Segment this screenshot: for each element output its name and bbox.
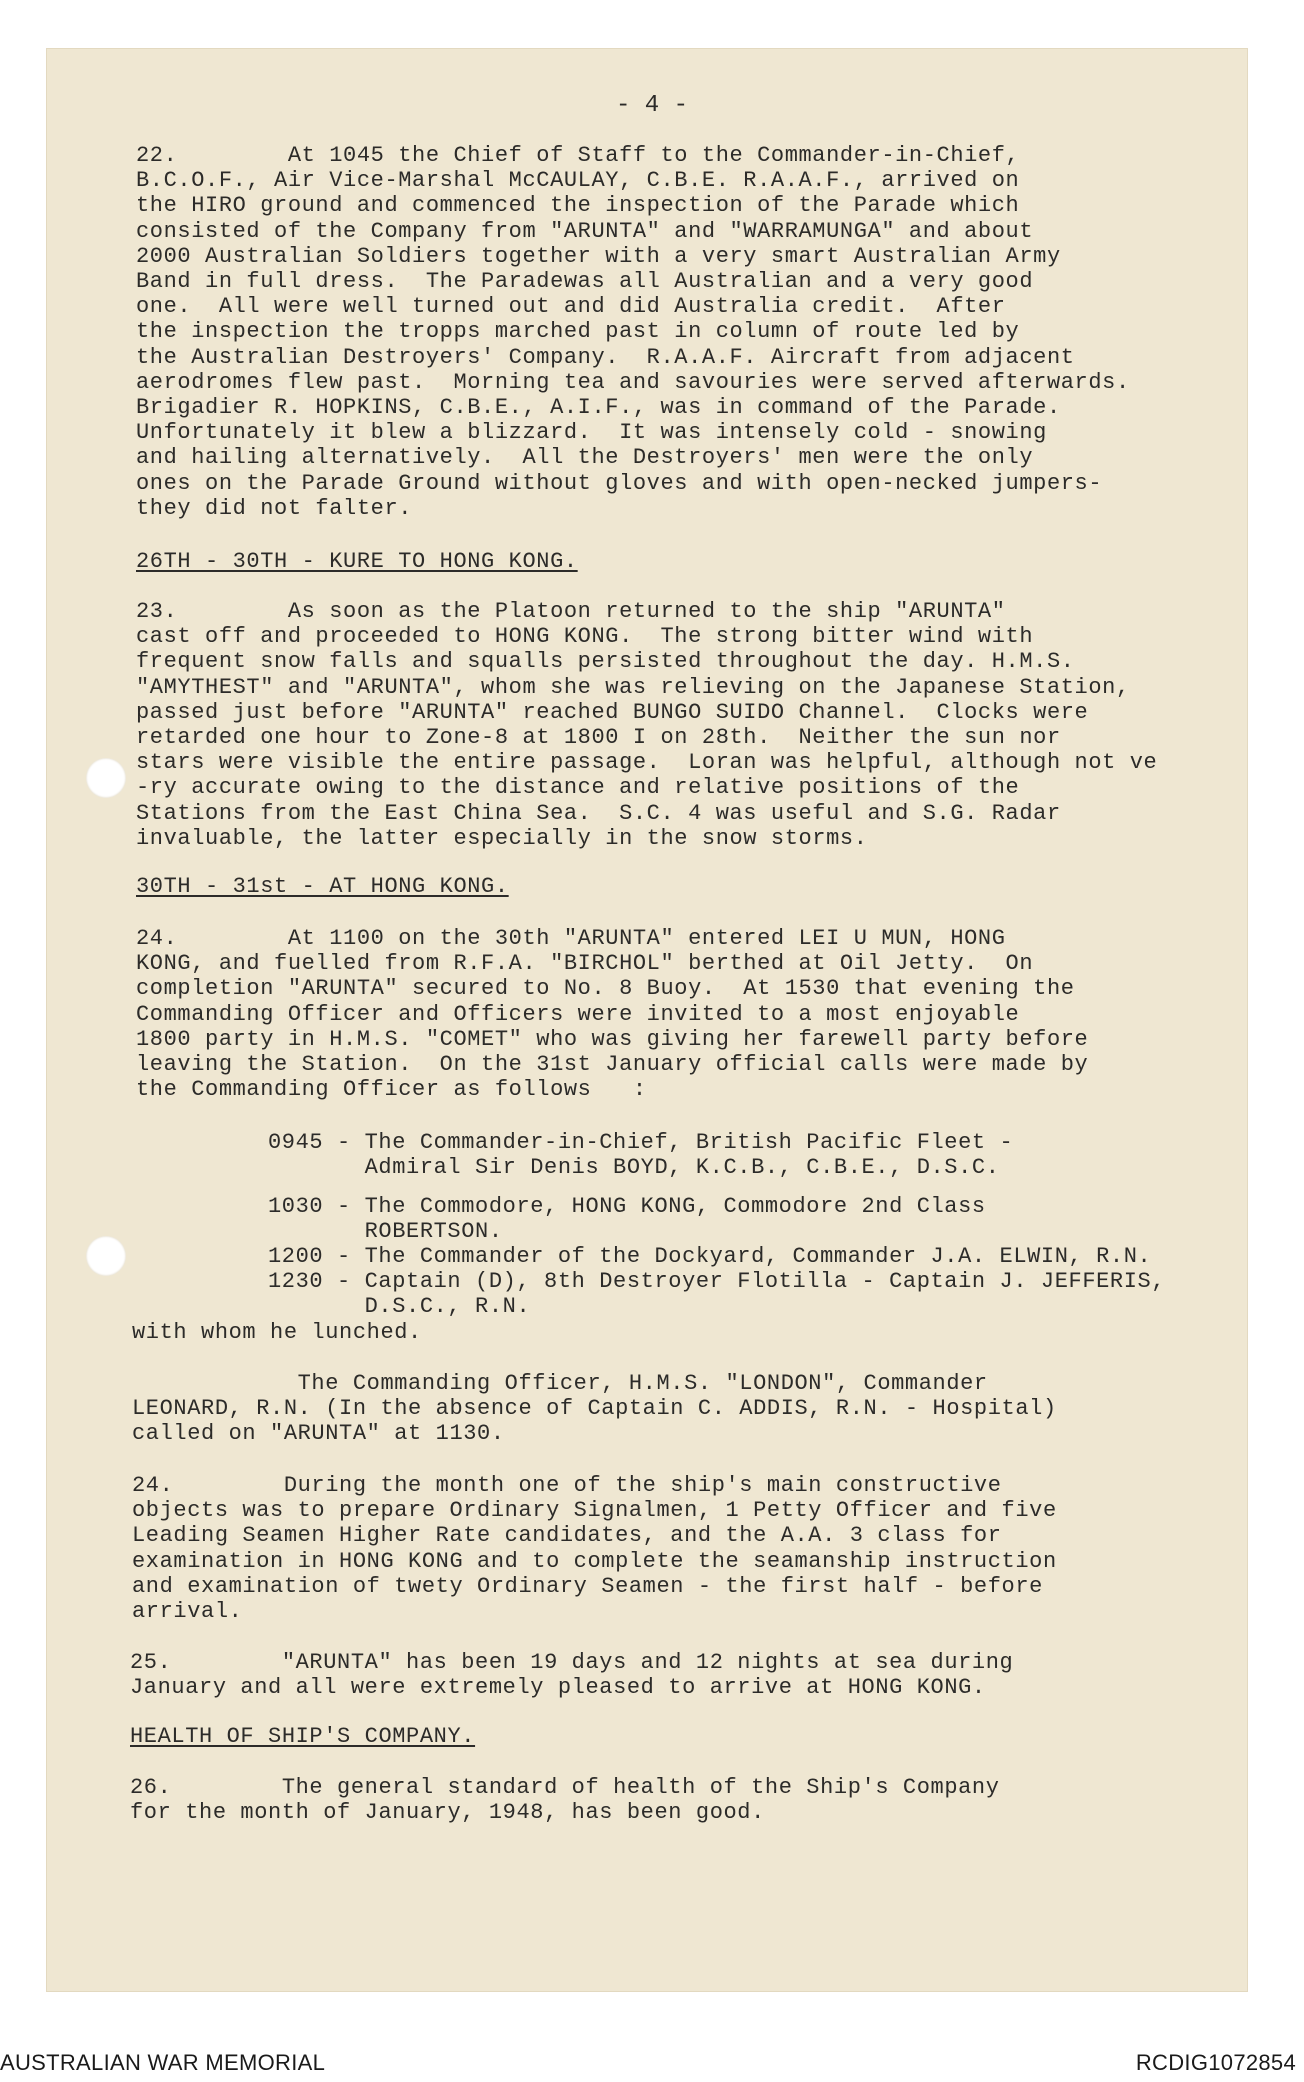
footer-archive-name: AUSTRALIAN WAR MEMORIAL [0,2050,326,2075]
page-number: - 4 - [615,92,688,119]
paragraph-23: 23. As soon as the Platoon returned to the ship "ARUNTA" cast off and proceeded to HONG KONG. The strong bitter wind with frequent snow falls and squalls persisted throughout the day. H.M.S. "AMYTHEST" and "ARUNTA", whom she was relieving on the Japanese Station, passed just before "ARUNTA" reached BUNGO SUIDO Channel. Clocks were retarded one hour to Zone-8 at 1800 I on 28th. Neither the sun nor stars were visible the entire passage. Loran was helpful, although not ve -ry accurate owing to the distance and relative positions of the Stations from the East China Sea. S.C. 4 was useful and S.G. Radar invaluable, the latter especially in the snow storms. [136,599,1158,851]
punch-hole-bottom [86,1236,126,1276]
punch-hole-top [86,758,126,798]
official-call-1030: 1030 - The Commodore, HONG KONG, Commodore 2nd Class ROBERTSON. [268,1194,986,1245]
heading-health: HEALTH OF SHIP'S COMPANY. [130,1724,476,1749]
paragraph-24-training: 24. During the month one of the ship's main constructive objects was to prepare Ordinary Signalmen, 1 Petty Officer and five Leading Seamen Higher Rate candidates, and the A.A. 3 class for examination in HONG KONG and to complete the seamanship instruction and examination of twety Ordinary Seamen - the first half - before arrival. [132,1473,1057,1625]
paragraph-22: 22. At 1045 the Chief of Staff to the Commander-in-Chief, B.C.O.F., Air Vice-Marshal McCAULAY, C.B.E. R.A.A.F., arrived on the HIRO ground and commenced the inspection of the Parade which consisted of the Company from "ARUNTA" and "WARRAMUNGA" and about 2000 Australian Soldiers together with a very smart Australian Army Band in full dress. The Paradewas all Australian and a very good one. All were well turned out and did Australia credit. After the inspection the tropps marched past in column of route led by the Australian Destroyers' Company. R.A.A.F. Aircraft from adjacent aerodromes flew past. Morning tea and savouries were served afterwards. Brigadier R. HOPKINS, C.B.E., A.I.F., was in command of the Parade. Unfortunately it blew a blizzard. It was intensely cold - snowing and hailing alternatively. All the Destroyers' men were the only ones on the Parade Ground without gloves and with open-necked jumpers- they did not falter. [136,143,1130,521]
paragraph-26: 26. The general standard of health of the Ship's Company for the month of January, 1948, has been good. [130,1775,1000,1826]
paragraph-london-call: The Commanding Officer, H.M.S. "LONDON", Commander LEONARD, R.N. (In the absence of Captain C. ADDIS, R.N. - Hospital) called on "ARUNTA" at 1130. [132,1371,1057,1447]
lunch-note: with whom he lunched. [132,1320,422,1345]
heading-kure-to-hong-kong: 26TH - 30TH - KURE TO HONG KONG. [136,549,578,574]
paragraph-25: 25. "ARUNTA" has been 19 days and 12 nights at sea during January and all were extremely pleased to arrive at HONG KONG. [130,1650,1014,1701]
official-calls-1200-1230: 1200 - The Commander of the Dockyard, Commander J.A. ELWIN, R.N. 1230 - Captain (D), 8th Destroyer Flotilla - Captain J. JEFFERIS, D.S.C., R.N. [268,1244,1166,1320]
paragraph-24: 24. At 1100 on the 30th "ARUNTA" entered LEI U MUN, HONG KONG, and fuelled from R.F.A. "BIRCHOL" berthed at Oil Jetty. On completion "ARUNTA" secured to No. 8 Buoy. At 1530 that evening the Commanding Officer and Officers were invited to a most enjoyable 1800 party in H.M.S. "COMET" who was giving her farewell party before leaving the Station. On the 31st January official calls were made by the Commanding Officer as follows : [136,926,1089,1103]
heading-at-hong-kong: 30TH - 31st - AT HONG KONG. [136,874,509,899]
footer-record-id: RCDIG1072854 [1135,2050,1296,2075]
official-call-0945: 0945 - The Commander-in-Chief, British Pacific Fleet - Admiral Sir Denis BOYD, K.C.B., C.B.E., D.S.C. [268,1130,1014,1181]
